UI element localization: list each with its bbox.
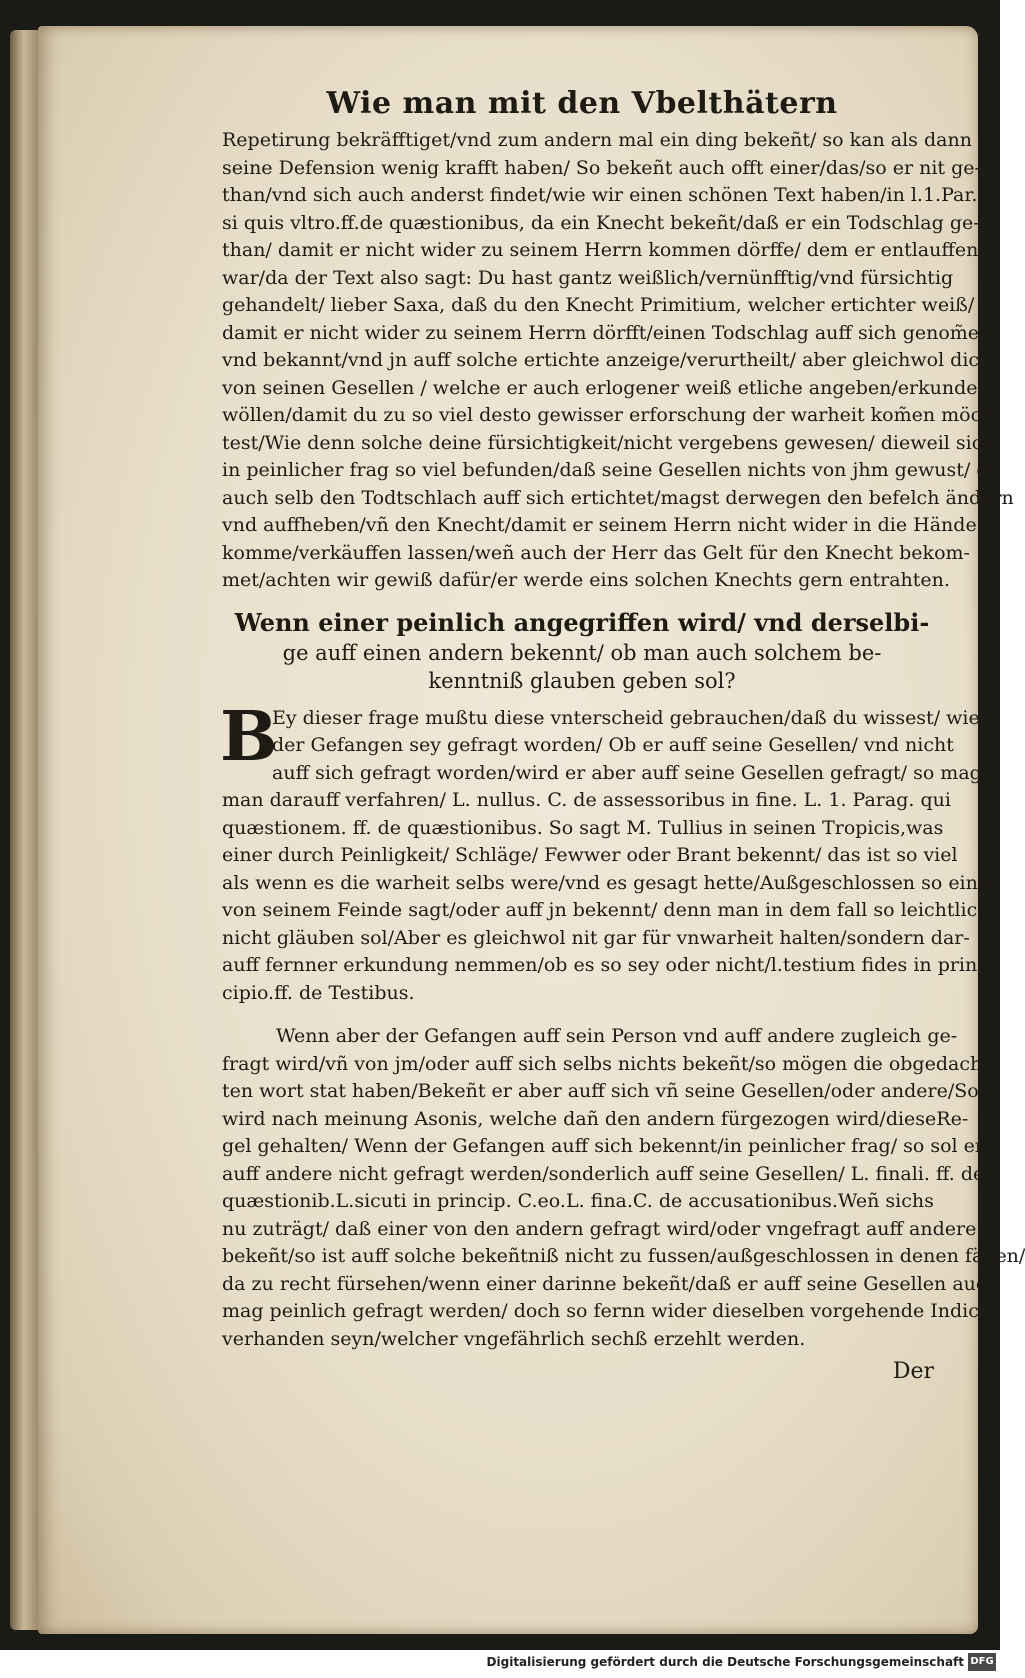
text-line: si quis vltro.ff.de quæstionibus, da ein Knecht bekeñt/daß er ein Todschlag ge- bbox=[222, 211, 980, 234]
page-text bbox=[220, 86, 1025, 1384]
text-line: verhanden seyn/welcher vngefährlich sechß erzehlt werden. bbox=[222, 1327, 806, 1350]
paragraph-2 bbox=[222, 1023, 1025, 1353]
dfg-logo-icon: DFG bbox=[968, 1653, 996, 1671]
text-line: auch selb den Todtschlach auff sich ertichtet/magst derwegen den befelch ändern bbox=[222, 486, 1014, 509]
text-line: nicht gläuben sol/Aber es gleichwol nit gar für vnwarheit halten/sondern dar- bbox=[222, 926, 970, 949]
text-line: seine Defension wenig krafft haben/ So bekeñt auch offt einer/das/so er nit ge- bbox=[222, 156, 981, 179]
text-line: da zu recht fürsehen/wenn einer darinne bekeñt/daß er auff seine Gesellen auch bbox=[222, 1272, 999, 1295]
text-line: auff sich gefragt worden/wird er aber auff seine Gesellen gefragt/ so mag bbox=[272, 761, 982, 784]
heading-line: Wenn einer peinlich angegriffen wird/ vnd derselbi- bbox=[234, 607, 930, 637]
text-line: Repetirung bekräfftiget/vnd zum andern mal ein ding bekeñt/ so kan als dann bbox=[222, 129, 972, 151]
text-line: wird nach meinung Asonis, welche dañ den andern fürgezogen wird/dieseRe- bbox=[222, 1107, 969, 1130]
section-heading bbox=[222, 607, 942, 695]
text-line: auff andere nicht gefragt werden/sonderlich auff seine Gesellen/ L. finali. ff. de bbox=[222, 1162, 985, 1185]
text-line: vnd bekannt/vnd jn auff solche ertichte anzeige/verurtheilt/ aber gleichwol dich bbox=[222, 349, 992, 371]
text-line: bekeñt/so ist auff solche bekeñtniß nicht zu fussen/außgeschlossen in denen fällen/ bbox=[222, 1245, 1025, 1267]
catchword: Der bbox=[892, 1359, 934, 1384]
text-line: damit er nicht wider zu seinem Herrn dörfft/einen Todschlag auff sich genom̃en bbox=[222, 321, 992, 344]
intro-paragraph bbox=[222, 127, 1014, 595]
text-line: in peinlicher frag so viel befunden/daß seine Gesellen nichts von jhm gewust/ er bbox=[222, 459, 997, 481]
heading-line: ge auff einen andern bekennt/ ob man auch solchem be- bbox=[282, 640, 882, 665]
text-line: fragt wird/vñ von jm/oder auff sich selbs nichts bekeñt/so mögen die obgedach- bbox=[222, 1052, 989, 1075]
text-line: gel gehalten/ Wenn der Gefangen auff sich bekennt/in peinlicher frag/ so sol er bbox=[222, 1135, 984, 1157]
text-line: war/da der Text also sagt: Du hast gantz weißlich/vernünfftig/vnd fürsichtig bbox=[222, 266, 954, 289]
text-line: einer durch Peinligkeit/ Schläge/ Fewwer oder Brant bekennt/ das ist so viel bbox=[222, 844, 958, 866]
text-line: von seinen Gesellen / welche er auch erlogener weiß etliche angeben/erkunden bbox=[222, 376, 990, 399]
footer-bar bbox=[0, 1650, 1000, 1678]
text-line: Wenn aber der Gefangen auff sein Person vnd auff andere zugleich ge- bbox=[276, 1025, 958, 1047]
text-line: than/vnd sich auch anderst findet/wie wir einen schönen Text haben/in l.1.Par. bbox=[222, 184, 978, 206]
text-line: than/ damit er nicht wider zu seinem Herrn kommen dörffe/ dem er entlauffen bbox=[222, 239, 979, 261]
text-line: met/achten wir gewiß dafür/er werde eins solchen Knechts gern entrahten. bbox=[222, 569, 950, 591]
text-line: quæstionem. ff. de quæstionibus. So sagt M. Tullius in seinen Tropicis,was bbox=[222, 816, 944, 839]
drop-cap: B bbox=[220, 696, 278, 777]
text-line: mag peinlich gefragt werden/ doch so fernn wider dieselben vorgehende Indicia bbox=[222, 1300, 997, 1322]
running-head: Wie man mit den Vbelthätern bbox=[326, 86, 838, 121]
text-line: vnd auffheben/vñ den Knecht/damit er seinem Herrn nicht wider in die Hände bbox=[222, 514, 977, 536]
footer-credit: Digitalisierung gefördert durch die Deutsche Forschungsgemeinschaft bbox=[486, 1655, 964, 1669]
text-line: komme/verkäuffen lassen/weñ auch der Herr das Gelt für den Knecht bekom- bbox=[222, 541, 970, 564]
text-line: Ey dieser frage mußtu diese vnterscheid gebrauchen/daß du wissest/ wie bbox=[272, 706, 980, 729]
text-line: gehandelt/ lieber Saxa, daß du den Knecht Primitium, welcher ertichter weiß/ bbox=[222, 294, 975, 316]
text-line: wöllen/damit du zu so viel desto gewisser erforschung der warheit kom̃en möch- bbox=[222, 404, 1000, 426]
text-line: quæstionib.L.sicuti in princip. C.eo.L. fina.C. de accusationibus.Weñ sichs bbox=[222, 1190, 934, 1212]
text-line: ten wort stat haben/Bekeñt er aber auff sich vñ seine Gesellen/oder andere/So bbox=[222, 1080, 979, 1102]
text-line: nu zuträgt/ daß einer von den andern gefragt wird/oder vngefragt auff andere bbox=[222, 1217, 977, 1240]
text-line: man darauff verfahren/ L. nullus. C. de assessoribus in fine. L. 1. Parag. qui bbox=[222, 789, 951, 811]
text-line: als wenn es die warheit selbs were/vnd es gesagt hette/Außgeschlossen so einer bbox=[222, 871, 999, 894]
text-line: cipio.ff. de Testibus. bbox=[222, 981, 415, 1004]
text-line: von seinem Feinde sagt/oder auff jn bekennt/ denn man in dem fall so leichtlich bbox=[222, 899, 990, 921]
paragraph-1 bbox=[220, 696, 999, 1008]
heading-line: kenntniß glauben geben sol? bbox=[428, 668, 736, 693]
text-line: test/Wie denn solche deine fürsichtigkeit/nicht vergebens gewesen/ dieweil sich bbox=[222, 431, 995, 454]
text-line: auff fernner erkundung nemmen/ob es so sey oder nicht/l.testium fides in prin- bbox=[222, 954, 984, 976]
text-line: der Gefangen sey gefragt worden/ Ob er auff seine Gesellen/ vnd nicht bbox=[272, 734, 954, 756]
